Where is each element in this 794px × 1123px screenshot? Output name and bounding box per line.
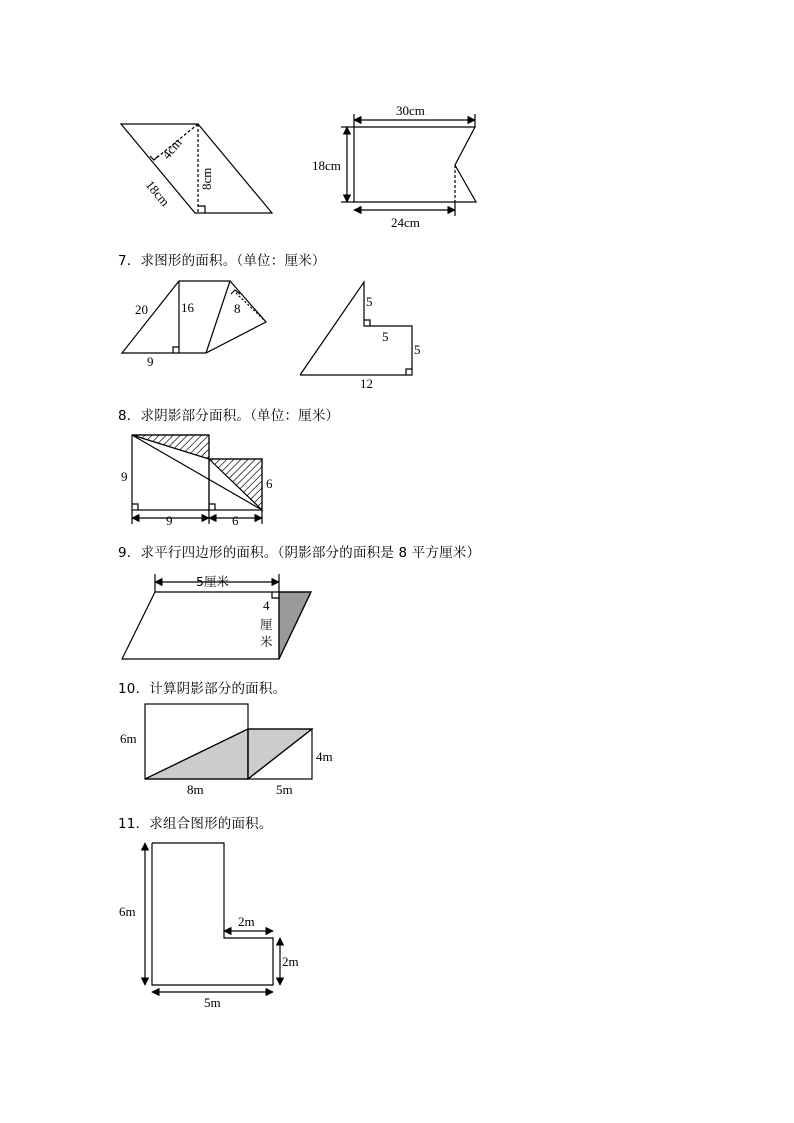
figure-parallelogram-a xyxy=(121,124,272,213)
fig-b-left-label: 18cm xyxy=(312,158,341,173)
q8-left-label: 9 xyxy=(121,469,128,484)
q7-side-label: 20 xyxy=(135,302,148,317)
q7-fig2-mid-label: 5 xyxy=(382,329,389,344)
q11-left-label: 6m xyxy=(119,904,136,919)
q7-figure-trapezoid xyxy=(122,281,266,353)
q8-figure-squares xyxy=(132,435,262,524)
q8-bottom1-label: 9 xyxy=(166,513,173,528)
question-10-text: 10．计算阴影部分的面积。 xyxy=(118,681,287,697)
q9-height-label-2: 厘 xyxy=(260,617,273,632)
figure-notched-rect xyxy=(341,114,476,216)
q9-height-label-3: 米 xyxy=(260,634,273,649)
q8-right-label: 6 xyxy=(266,476,273,491)
q10-bottom1-label: 8m xyxy=(187,782,204,797)
q10-bottom2-label: 5m xyxy=(276,782,293,797)
question-11-text: 11．求组合图形的面积。 xyxy=(118,816,273,832)
q9-height-label-1: 4 xyxy=(263,598,270,613)
question-8-text: 8．求阴影部分面积。（单位：厘米） xyxy=(118,408,340,424)
fig-b-bottom-label: 24cm xyxy=(391,215,420,230)
q10-left-label: 6m xyxy=(120,731,137,746)
q7-fig2-top-label: 5 xyxy=(366,294,373,309)
question-9-text: 9．求平行四边形的面积。（阴影部分的面积是 8 平方厘米） xyxy=(118,545,481,561)
q7-fig2-right-label: 5 xyxy=(414,342,421,357)
q11-bottom-label: 5m xyxy=(204,995,221,1010)
q11-step-label: 2m xyxy=(238,914,255,929)
q8-bottom2-label: 6 xyxy=(232,513,239,528)
q7-height-label: 16 xyxy=(181,300,194,315)
q10-figure-rectangles xyxy=(145,704,312,779)
fig-a-height1-label: 4cm xyxy=(158,135,185,162)
q7-inner-label: 8 xyxy=(234,301,241,316)
fig-b-top-label: 30cm xyxy=(396,103,425,118)
q7-figure-step-shape xyxy=(300,282,412,375)
q9-top-label: 5厘米 xyxy=(196,574,229,589)
fig-a-base-label: 18cm xyxy=(142,177,173,210)
q10-right-label: 4m xyxy=(316,749,333,764)
q7-fig2-bottom-label: 12 xyxy=(360,376,373,391)
fig-a-height2-label: 8cm xyxy=(199,167,214,190)
question-7-text: 7．求图形的面积。（单位：厘米） xyxy=(118,253,326,269)
q7-base-label: 9 xyxy=(147,354,154,369)
q11-figure-l-shape xyxy=(145,843,280,992)
q11-right-label: 2m xyxy=(282,954,299,969)
